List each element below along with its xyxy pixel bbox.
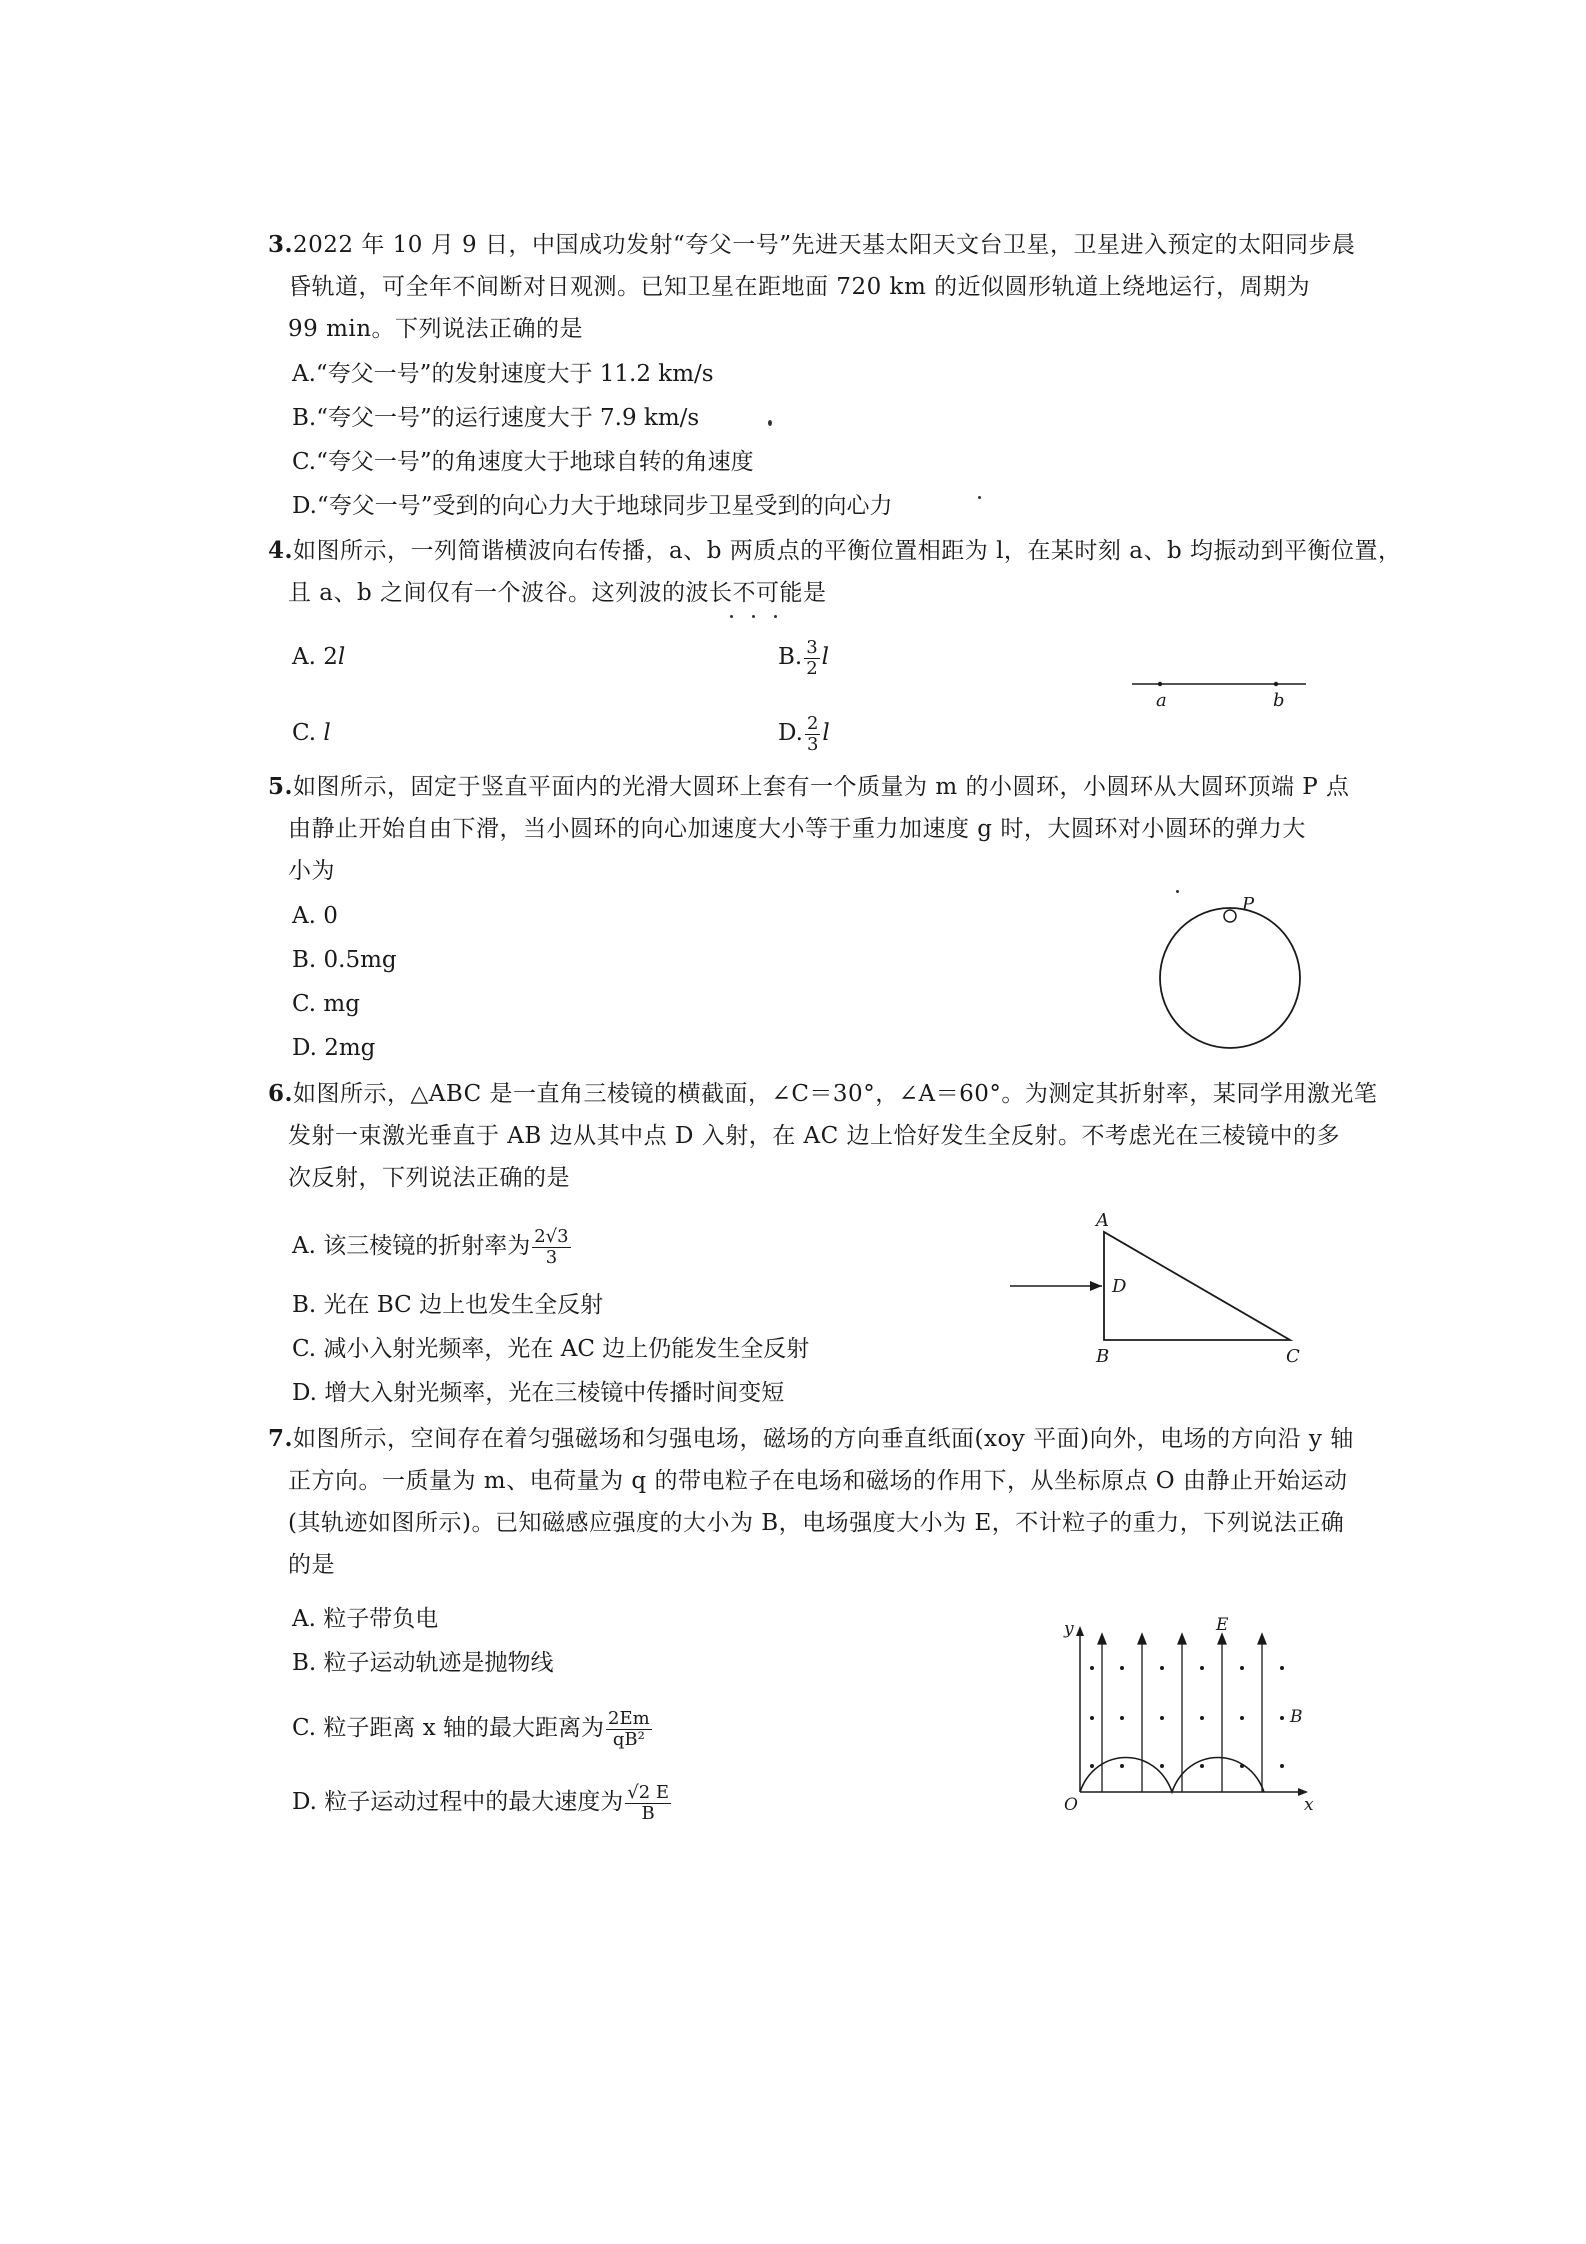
q4-option-b: B. $\frac{3}{2}$ l — [778, 636, 830, 679]
q6-stem-line-1: 6.如图所示，△ABC 是一直角三棱镜的横截面，∠C＝30°，∠A＝60°。为测定其折射率，某同学用激光笔 — [268, 1080, 1378, 1107]
q7-stem-line-2: 正方向。一质量为 m、电荷量为 q 的带电粒子在电场和磁场的作用下，从坐标原点 O 由静止开始运动 — [288, 1468, 1348, 1494]
q4-option-c: C. l — [292, 720, 331, 746]
electric-field-lines — [1098, 1634, 1266, 1792]
q6-option-d: D. 增大入射光频率，光在三棱镜中传播时间变短 — [292, 1380, 785, 1406]
q4-stem-line-2: 且 a、b 之间仅有一个波谷。这列波的波长不可能是 — [288, 580, 827, 606]
point-d-label: D — [1112, 1276, 1127, 1297]
q5-stem-line-1: 5.如图所示，固定于竖直平面内的光滑大圆环上套有一个质量为 m 的小圆环，小圆环从大圆环顶端 P 点 — [268, 773, 1350, 800]
q5-option-d: D. 2mg — [292, 1035, 376, 1061]
q5-ring-figure — [1150, 880, 1310, 1060]
q5-number: 5. — [268, 773, 294, 800]
q7-stem-line-1: 7.如图所示，空间存在着匀强磁场和匀强电场，磁场的方向垂直纸面(xoy 平面)向外，电场的方向沿 y 轴 — [268, 1425, 1354, 1452]
fraction: $\frac{2Em}{\text{qB²}}$ — [608, 1707, 650, 1750]
q6-option-c: C. 减小入射光频率，光在 AC 边上仍能发生全反射 — [292, 1336, 810, 1362]
origin-label: O — [1064, 1795, 1078, 1815]
field-e-label: E — [1216, 1615, 1229, 1635]
q7-option-d: D. 粒子运动过程中的最大速度为 $\frac{√2 E}{B}$ — [292, 1781, 670, 1824]
q7-stem-line-4: 的是 — [288, 1552, 335, 1578]
q6-option-a: A. 该三棱镜的折射率为 $\frac{2√3}{3}$ — [292, 1225, 569, 1268]
q4-stem-line-1: 4.如图所示，一列简谐横波向右传播，a、b 两质点的平衡位置相距为 l，在某时刻 a、b 均振动到平衡位置， — [268, 537, 1402, 564]
q5-option-b: B. 0.5mg — [292, 947, 397, 973]
fraction: $\frac{2}{3}$ — [806, 712, 819, 755]
x-axis-label: x — [1304, 1795, 1314, 1815]
emphasis-dot — [752, 615, 755, 618]
fraction: $\frac{2√3}{3}$ — [534, 1225, 569, 1268]
q7-field-figure — [1050, 1615, 1320, 1818]
q6-number: 6. — [268, 1080, 294, 1107]
q7-stem-line-3: (其轨迹如图所示)。已知磁感应强度的大小为 B，电场强度大小为 E，不计粒子的重力，下列说法正确 — [288, 1510, 1345, 1536]
q4-option-a: A. 2l — [292, 644, 346, 670]
q4-number: 4. — [268, 537, 294, 564]
vertex-b-label: B — [1096, 1346, 1110, 1367]
field-b-label: B — [1290, 1707, 1303, 1727]
q6-option-b: B. 光在 BC 边上也发生全反射 — [292, 1292, 604, 1318]
q7-option-c: C. 粒子距离 x 轴的最大距离为 $\frac{2Em}{\text{qB²}}$ — [292, 1707, 650, 1750]
q6-stem-line-3: 次反射，下列说法正确的是 — [288, 1165, 570, 1191]
point-b-label: b — [1273, 690, 1285, 711]
q7-option-b: B. 粒子运动轨迹是抛物线 — [292, 1650, 554, 1676]
q6-stem-line-2: 发射一束激光垂直于 AB 边从其中点 D 入射，在 AC 边上恰好发生全反射。不考虑光在三棱镜中的多 — [288, 1123, 1341, 1149]
magnetic-field-dots — [1090, 1666, 1284, 1768]
q3-number: 3. — [268, 231, 294, 258]
q3-stem-line-1: 3.2022 年 10 月 9 日，中国成功发射“夸父一号”先进天基太阳天文台卫星，卫星进入预定的太阳同步晨 — [268, 231, 1356, 258]
q3-option-c: C.“夸父一号”的角速度大于地球自转的角速度 — [292, 449, 754, 475]
q3-option-a: A.“夸父一号”的发射速度大于 11.2 km/s — [292, 361, 714, 387]
q7-option-a: A. 粒子带负电 — [292, 1606, 439, 1632]
q3-option-d: D.“夸父一号”受到的向心力大于地球同步卫星受到的向心力 — [292, 493, 893, 519]
vertex-c-label: C — [1286, 1346, 1300, 1367]
emphasis-dot — [774, 615, 777, 618]
scan-mark — [768, 420, 772, 426]
particle-trajectory — [1080, 1758, 1264, 1793]
scan-mark — [1176, 890, 1179, 893]
fraction: $\frac{3}{2}$ — [806, 636, 818, 679]
q4-option-d: D. $\frac{2}{3}$ l — [778, 712, 830, 755]
scan-mark — [978, 496, 981, 499]
q3-stem-line-3: 99 min。下列说法正确的是 — [288, 316, 584, 342]
vertex-a-label: A — [1096, 1210, 1109, 1231]
q6-prism-figure — [1010, 1210, 1320, 1370]
q4-wave-figure — [1130, 670, 1310, 710]
point-a-label: a — [1156, 690, 1167, 711]
q7-number: 7. — [268, 1425, 294, 1452]
q5-stem-line-2: 由静止开始自由下滑，当小圆环的向心加速度大小等于重力加速度 g 时，大圆环对小圆环的弹力大 — [288, 816, 1306, 842]
q5-option-c: C. mg — [292, 991, 360, 1017]
q3-stem-line-2: 昏轨道，可全年不间断对日观测。已知卫星在距地面 720 km 的近似圆形轨道上绕地运行，周期为 — [288, 274, 1311, 300]
q5-stem-line-3: 小为 — [288, 858, 335, 884]
emphasis-dot — [730, 615, 733, 618]
q5-option-a: A. 0 — [292, 903, 338, 929]
q3-option-b: B.“夸父一号”的运行速度大于 7.9 km/s — [292, 405, 700, 431]
point-p-label: P — [1242, 894, 1255, 915]
y-axis-label: y — [1064, 1619, 1074, 1639]
fraction: $\frac{√2 E}{B}$ — [627, 1781, 670, 1824]
